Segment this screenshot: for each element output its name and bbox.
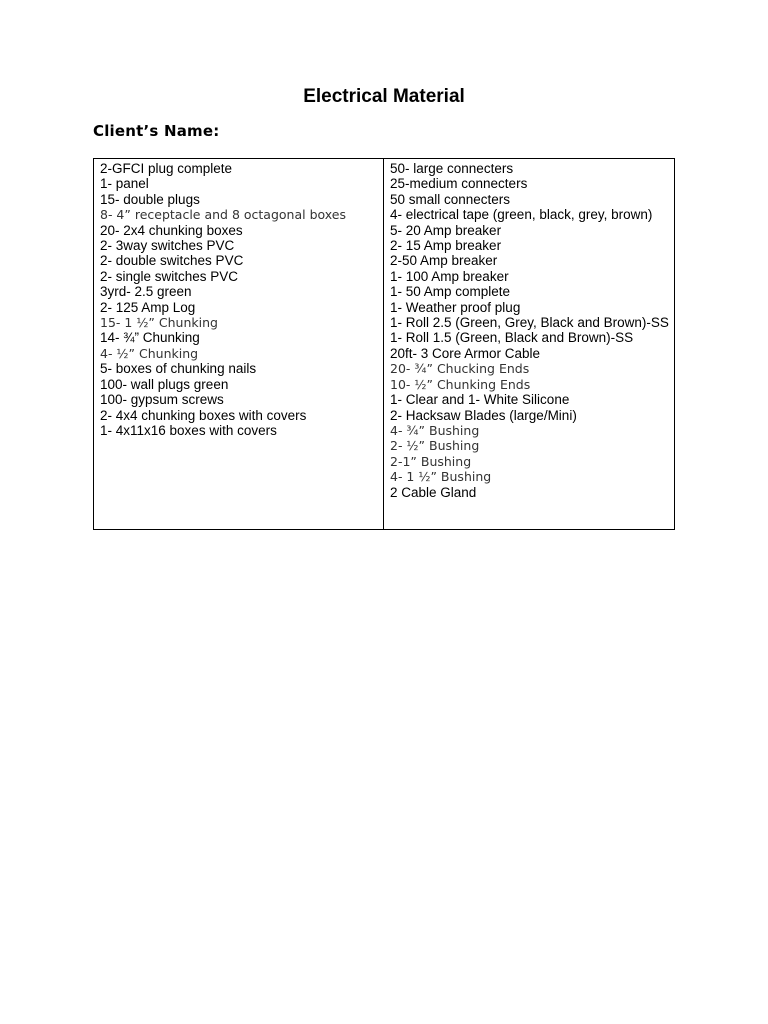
list-item: 20- ¾” Chucking Ends [390, 361, 530, 377]
client-name-label: Client’s Name: [93, 122, 220, 140]
list-item: 20ft- 3 Core Armor Cable [390, 345, 541, 361]
list-item: 2-1” Bushing [390, 453, 472, 469]
list-item: 15- double plugs [100, 191, 200, 207]
list-item: 4- 1 ½” Bushing [390, 469, 492, 485]
list-item: 1- Clear and 1- White Silicone [390, 392, 570, 408]
list-item: 15- 1 ½” Chunking [100, 315, 218, 331]
list-item: 1- 100 Amp breaker [390, 268, 509, 284]
list-item: 1- Weather proof plug [390, 299, 521, 315]
list-item: 4- ¾” Bushing [390, 422, 480, 438]
list-item: 100- wall plugs green [100, 376, 229, 392]
list-item: 50- large connecters [390, 161, 514, 176]
list-item: 25-medium connecters [390, 176, 528, 192]
list-item: 2- 4x4 chunking boxes with covers [100, 407, 307, 423]
list-item: 4- ½” Chunking [100, 345, 199, 361]
list-item: 2-50 Amp breaker [390, 253, 498, 269]
list-item: 100- gypsum screws [100, 392, 224, 408]
list-item: 2- single switches PVC [100, 268, 239, 284]
list-item: 5- 20 Amp breaker [390, 222, 502, 238]
list-item: 2- double switches PVC [100, 253, 244, 269]
list-item: 14- ¾” Chunking [100, 330, 200, 346]
materials-table [93, 158, 675, 530]
list-item: 50 small connecters [390, 191, 511, 207]
right-column [384, 159, 674, 529]
list-item: 2 Cable Gland [390, 484, 477, 500]
list-item: 20- 2x4 chunking boxes [100, 222, 243, 238]
list-item: 2- 3way switches PVC [100, 238, 235, 254]
list-item: 8- 4” receptacle and 8 octagonal boxes [100, 207, 346, 223]
list-item: 2- Hacksaw Blades (large/Mini) [390, 407, 577, 423]
list-item: 5- boxes of chunking nails [100, 361, 257, 377]
list-item: 2- ½” Bushing [390, 438, 480, 454]
list-item: 2- 15 Amp breaker [390, 238, 502, 254]
list-item: 1- panel [100, 176, 149, 192]
left-column [94, 159, 384, 529]
list-item: 1- Roll 1.5 (Green, Black and Brown)-SS [390, 330, 634, 346]
list-item: 1- 50 Amp complete [390, 284, 511, 300]
list-item: 2- 125 Amp Log [100, 299, 196, 315]
list-item: 1- Roll 2.5 (Green, Grey, Black and Brown)-SS [390, 315, 669, 331]
list-item: 4- electrical tape (green, black, grey, brown) [390, 207, 653, 223]
list-item: 10- ½” Chunking Ends [390, 376, 531, 392]
list-item: 1- 4x11x16 boxes with covers [100, 422, 277, 438]
document-title: Electrical Material [303, 86, 465, 107]
list-item: 2-GFCI plug complete [100, 161, 233, 176]
list-item: 3yrd- 2.5 green [100, 284, 192, 300]
